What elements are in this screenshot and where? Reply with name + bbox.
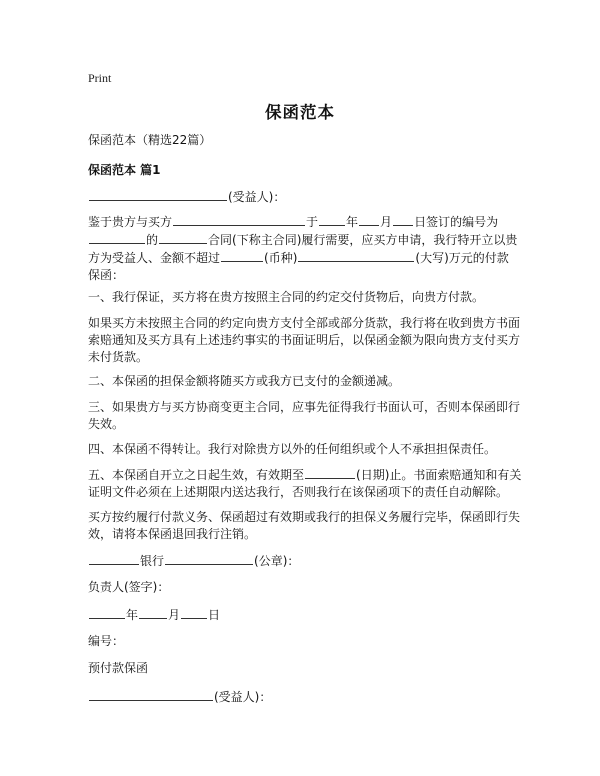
- bank-label: 银行: [140, 554, 165, 568]
- blank-field: [359, 213, 379, 226]
- print-link[interactable]: Print: [88, 71, 112, 85]
- text: 年: [346, 215, 359, 229]
- clause-5-line-2: 证明文件必须在上述期限内送达我行，否则我行在该保函项下的责任自动解除。: [88, 485, 509, 499]
- intro-line-2: [88, 231, 528, 249]
- expiry-line-2: 效，请将本保函退回我行注销。: [88, 527, 257, 541]
- beneficiary-label-2: (受益人)：: [214, 690, 272, 704]
- text: (日期)止。书面索赔通知和有关: [356, 468, 522, 482]
- text: 日签订的编号为: [414, 215, 499, 229]
- blank-field: [139, 606, 167, 619]
- month-label: 月: [168, 608, 181, 622]
- refund-line-2: 索赔通知及买方具有上述违约事实的书面证明后，以保函金额为限向贵方支付买方: [88, 333, 521, 347]
- refund-line-3: 未付货款。: [88, 350, 149, 364]
- blank-field: [319, 213, 345, 226]
- paragraph-clause-4: 四、本保函不得转让。我行对除贵方以外的任何组织或个人不承担担保责任。: [88, 442, 497, 456]
- blank-field: [165, 552, 253, 565]
- paragraph-expiry: [88, 509, 528, 543]
- clause-3-line-2: 失效。: [88, 417, 125, 431]
- paragraph-clause-3: [88, 399, 528, 433]
- beneficiary-label: (受益人)：: [228, 190, 286, 204]
- intro-line-3: [88, 249, 528, 267]
- text: 五、本保函自开立之日起生效，有效期至: [88, 468, 305, 482]
- text: 月: [380, 215, 393, 229]
- paragraph-clause-5: [88, 466, 528, 501]
- blank-field: [173, 213, 305, 226]
- intro-line-1: [88, 213, 528, 231]
- bank-seal-line: [88, 552, 528, 570]
- intro-line-4: 保函：: [88, 268, 125, 282]
- beneficiary-line: [88, 188, 528, 206]
- blank-field: [89, 688, 213, 701]
- blank-field: [159, 231, 207, 244]
- paragraph-refund: [88, 315, 528, 366]
- seal-label: (公章)：: [254, 554, 300, 568]
- date-line: [88, 606, 528, 624]
- blank-field: [305, 466, 355, 479]
- number-label: 编号：: [88, 634, 125, 648]
- prepayment-guarantee-heading: 预付款保函: [88, 661, 149, 675]
- text: (大写)万元的付款: [415, 251, 509, 265]
- expiry-line-1: 买方按约履行付款义务、保函超过有效期或我行的担保义务履行完毕，保函即行失: [88, 510, 521, 524]
- blank-field: [221, 249, 263, 262]
- document-title: 保函范本: [265, 103, 335, 122]
- clause-5-line-1: [88, 466, 528, 484]
- refund-line-1: 如果买方未按照主合同的约定向贵方支付全部或部分货款，我行将在收到贵方书面: [88, 316, 521, 330]
- text: 合同(下称主合同)履行需要，应买方申请，我行特开立以贵: [208, 233, 518, 247]
- paragraph-clause-2: 二、本保函的担保金额将随买方或我方已支付的金额递减。: [88, 374, 401, 388]
- beneficiary-line-2: [88, 688, 528, 706]
- clause-3-line-1: 三、如果贵方与买方协商变更主合同，应事先征得我行书面认可，否则本保函即行: [88, 400, 521, 414]
- person-in-charge: 负责人(签字)：: [88, 580, 170, 594]
- text: 鉴于贵方与买方: [88, 215, 173, 229]
- text: 方为受益人、金额不超过: [88, 251, 221, 265]
- text: 于: [306, 215, 319, 229]
- text: (币种): [264, 251, 298, 265]
- blank-field: [298, 249, 414, 262]
- section-heading: 保函范本 篇1: [88, 163, 161, 177]
- subtitle: 保函范本（精选22篇）: [88, 133, 212, 147]
- blank-field: [393, 213, 413, 226]
- blank-field: [89, 188, 227, 201]
- paragraph-intro: [88, 213, 528, 284]
- blank-field: [89, 606, 125, 619]
- blank-field: [181, 606, 207, 619]
- blank-field: [89, 231, 145, 244]
- blank-field: [89, 552, 139, 565]
- year-label: 年: [126, 608, 139, 622]
- text: 的: [146, 233, 159, 247]
- paragraph-clause-1: 一、我行保证，买方将在贵方按照主合同的约定交付货物后，向贵方付款。: [88, 290, 485, 304]
- day-label: 日: [208, 608, 221, 622]
